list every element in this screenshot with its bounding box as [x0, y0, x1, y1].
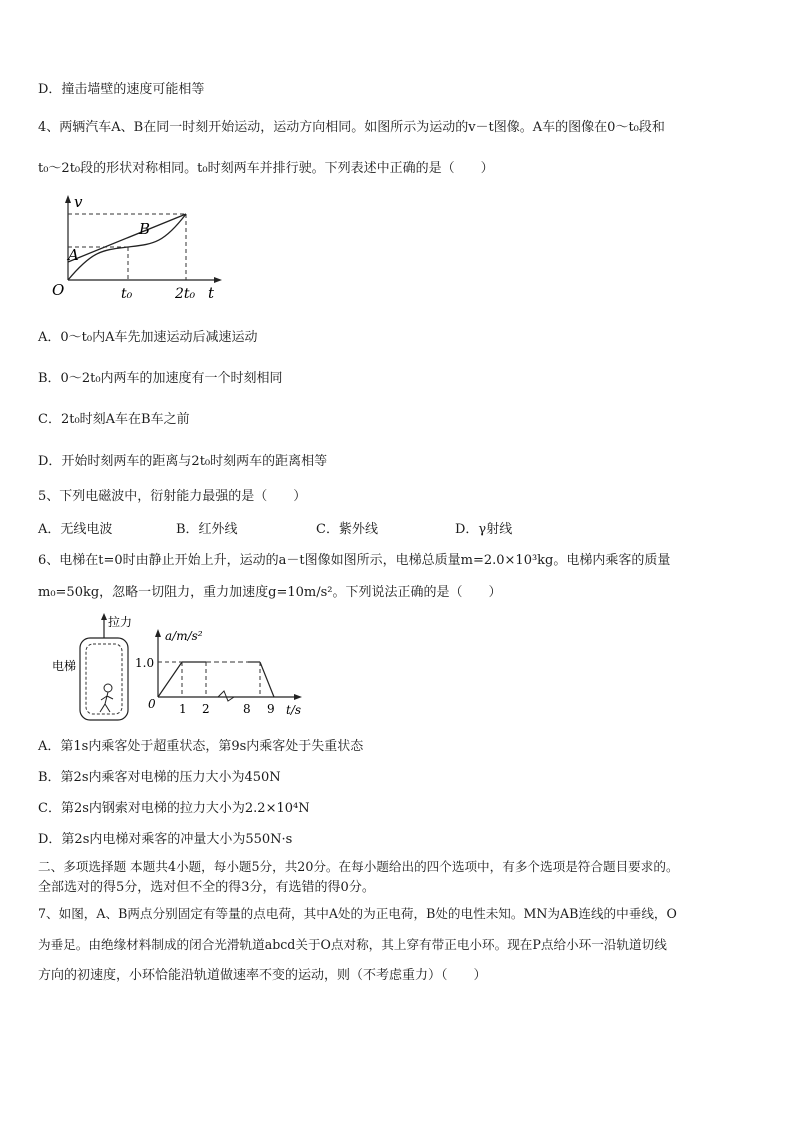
- q7-stem-line3: 方向的初速度，小环恰能沿轨道做速率不变的运动，则（不考虑重力）（ ）: [38, 968, 487, 983]
- tick-9: 9: [267, 702, 275, 716]
- tick-8: 8: [243, 702, 251, 716]
- t-label: t: [208, 284, 215, 302]
- passenger-head: [104, 684, 112, 692]
- q7-stem-line2: 为垂足。由绝缘材料制成的闭合光滑轨道abcd关于O点对称，其上穿有带正电小环。现在P点给小环一沿轨道切线: [38, 937, 667, 952]
- q5-option-b: B．红外线: [176, 522, 238, 537]
- passenger-body: [100, 692, 113, 712]
- q6-option-c: C．第2s内钢索对电梯的拉力大小为2.2×10⁴N: [38, 801, 310, 816]
- line-b: [68, 214, 186, 262]
- section2-heading-line1: 二、多项选择题 本题共4小题，每小题5分，共20分。在每小题给出的四个选项中，有多个选项是符合题目要求的。: [38, 859, 679, 874]
- time-axis-arrow: [294, 694, 302, 700]
- tick-2: 2: [202, 702, 210, 716]
- origin-label: O: [52, 281, 65, 299]
- t-axis-arrow: [214, 277, 222, 283]
- q6-figure: [48, 612, 318, 722]
- pull-label: 拉力: [108, 615, 133, 629]
- q5-option-c: C．紫外线: [316, 522, 378, 537]
- q7-stem-line1: 7、如图，A、B两点分别固定有等量的点电荷，其中A处的为正电荷，B处的电性未知。MN为AB连线的中垂线，O: [38, 906, 677, 921]
- q4-option-a: A．0～t₀内A车先加速运动后减速运动: [38, 330, 258, 345]
- axis-break: [218, 691, 234, 701]
- q5-option-a: A．无线电波: [38, 522, 113, 537]
- q6-option-d: D．第2s内电梯对乘客的冲量大小为550N·s: [38, 832, 293, 847]
- b-label: B: [139, 220, 151, 238]
- q4-stem-line1: 4、两辆汽车A、B在同一时刻开始运动，运动方向相同。如图所示为运动的v－t图像。A车的图像在0～t₀段和: [38, 120, 665, 135]
- q4-option-b: B．0～2t₀内两车的加速度有一个时刻相同: [38, 371, 283, 386]
- origin-zero: 0: [148, 697, 156, 711]
- t-axis-label: t/s: [286, 703, 302, 717]
- t0-label: t₀: [121, 286, 133, 302]
- q4-stem-line2: t₀～2t₀段的形状对称相同。t₀时刻两车并排行驶。下列表述中正确的是（ ）: [38, 161, 494, 176]
- ramp-up: [158, 662, 182, 697]
- v-label: v: [74, 193, 83, 211]
- v-axis-arrow: [65, 195, 71, 203]
- section2-heading-line2: 全部选对的得5分，选对但不全的得3分，有选错的得0分。: [38, 880, 375, 895]
- q6-stem-line1: 6、电梯在t=0时由静止开始上升，运动的a－t图像如图所示，电梯总质量m=2.0×10³kg。电梯内乘客的质量: [38, 553, 671, 568]
- q5-stem: 5、下列电磁波中，衍射能力最强的是（ ）: [38, 489, 307, 504]
- q6-stem-line2: m₀=50kg，忽略一切阻力，重力加速度g=10m/s²。下列说法正确的是（ ）: [38, 585, 502, 600]
- q4-vt-graph: [48, 192, 228, 304]
- pull-arrow: [101, 613, 107, 620]
- elevator-label: 电梯: [52, 659, 77, 673]
- ramp-down: [260, 662, 274, 697]
- tick-1: 1: [179, 702, 187, 716]
- a-axis-arrow: [155, 629, 161, 637]
- a-axis-label: a/m/s²: [165, 629, 203, 643]
- y-value-label: 1.0: [135, 656, 155, 670]
- elevator-car: [80, 638, 128, 720]
- a-label: A: [68, 246, 79, 264]
- q4-option-c: C．2t₀时刻A车在B车之前: [38, 412, 190, 427]
- q4-option-d: D．开始时刻两车的距离与2t₀时刻两车的距离相等: [38, 454, 328, 469]
- q6-option-a: A．第1s内乘客处于超重状态，第9s内乘客处于失重状态: [38, 739, 364, 754]
- elevator-inner: [86, 644, 122, 714]
- q3-option-d: D．撞击墙壁的速度可能相等: [38, 82, 205, 97]
- q5-option-d: D．γ射线: [455, 522, 513, 537]
- q6-option-b: B．第2s内乘客对电梯的压力大小为450N: [38, 770, 281, 785]
- 2t0-label: 2t₀: [175, 286, 196, 302]
